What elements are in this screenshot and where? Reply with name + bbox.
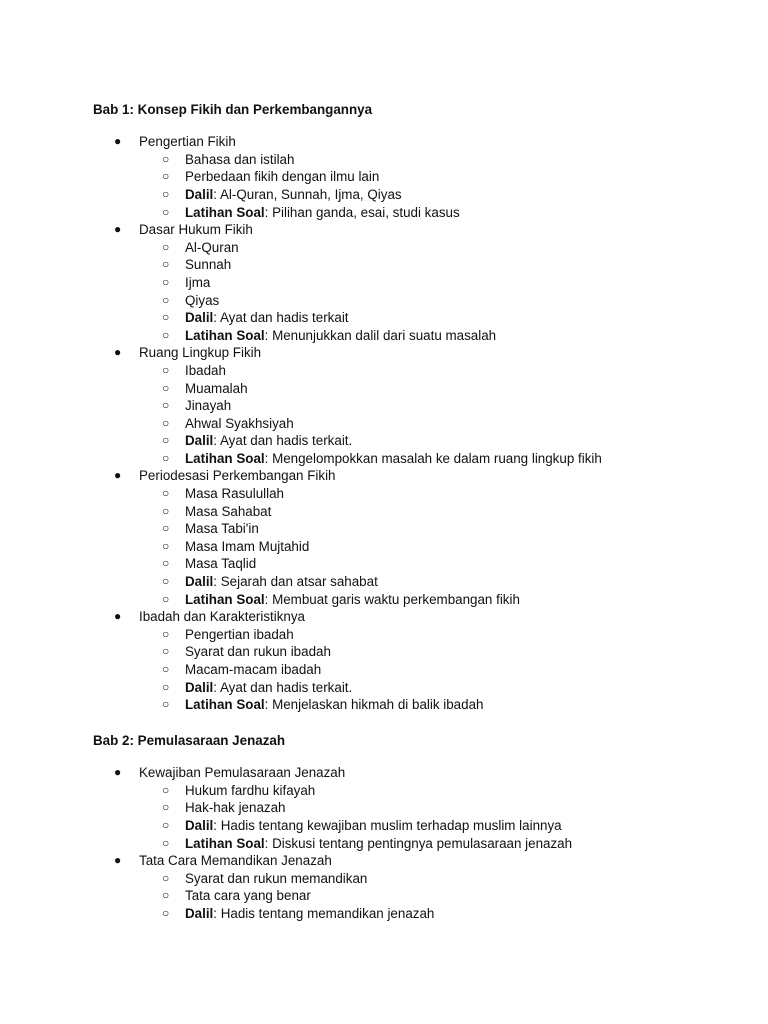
topic-label: Ruang Lingkup Fikih — [139, 345, 262, 361]
topic-label: Ibadah dan Karakteristiknya — [139, 609, 305, 625]
subtopic-text: : Ayat dan hadis terkait — [213, 310, 349, 326]
subtopic-item — [139, 887, 733, 905]
hollow-bullet-icon: ○ — [162, 782, 170, 797]
subtopic-item — [139, 555, 733, 573]
subtopic-item — [139, 520, 733, 538]
subtopic-text: Ijma — [185, 274, 211, 290]
hollow-bullet-icon: ○ — [162, 503, 170, 518]
subtopic-text: Masa Rasulullah — [185, 486, 284, 502]
subtopic-list — [139, 239, 733, 345]
subtopic-text: Al-Quran — [185, 239, 239, 255]
subtopic-text: Sunnah — [185, 257, 232, 273]
subtopic-item — [139, 432, 733, 450]
subtopic-list — [139, 626, 733, 714]
subtopic-bold-label: Latihan Soal — [185, 450, 265, 466]
chapter-2 — [93, 732, 733, 923]
topic-list — [93, 764, 733, 922]
filled-bullet-icon: ● — [114, 134, 122, 149]
subtopic-list — [139, 362, 733, 468]
subtopic-text: : Ayat dan hadis terkait. — [213, 679, 353, 695]
hollow-bullet-icon: ○ — [162, 151, 170, 166]
hollow-bullet-icon: ○ — [162, 239, 170, 254]
subtopic-text: Ibadah — [185, 362, 226, 378]
filled-bullet-icon: ● — [114, 222, 122, 237]
topic-label: Dasar Hukum Fikih — [139, 222, 253, 238]
subtopic-text: : Menjelaskan hikmah di balik ibadah — [264, 697, 484, 713]
subtopic-text: Masa Sahabat — [185, 503, 272, 519]
subtopic-text: Qiyas — [185, 292, 220, 308]
hollow-bullet-icon: ○ — [162, 380, 170, 395]
subtopic-item — [139, 835, 733, 853]
subtopic-bold-label: Latihan Soal — [185, 697, 265, 713]
subtopic-list — [139, 485, 733, 608]
subtopic-item — [139, 397, 733, 415]
subtopic-item — [139, 679, 733, 697]
subtopic-item — [139, 204, 733, 222]
hollow-bullet-icon: ○ — [162, 362, 170, 377]
topic-item — [93, 608, 733, 714]
subtopic-text: : Diskusi tentang pentingnya pemulasaraan jenazah — [264, 835, 573, 851]
hollow-bullet-icon: ○ — [162, 697, 170, 712]
subtopic-item — [139, 168, 733, 186]
subtopic-text: Jinayah — [185, 398, 232, 414]
subtopic-bold-label: Dalil — [185, 310, 214, 326]
subtopic-item — [139, 538, 733, 556]
subtopic-item — [139, 151, 733, 169]
subtopic-item — [139, 380, 733, 398]
topic-item — [93, 344, 733, 467]
hollow-bullet-icon: ○ — [162, 556, 170, 571]
hollow-bullet-icon: ○ — [162, 835, 170, 850]
subtopic-item — [139, 503, 733, 521]
subtopic-text: Masa Imam Mujtahid — [185, 538, 310, 554]
subtopic-text: : Hadis tentang kewajiban muslim terhadap muslim lainnya — [213, 817, 562, 833]
subtopic-item — [139, 415, 733, 433]
subtopic-text: : Al-Quran, Sunnah, Ijma, Qiyas — [213, 186, 402, 202]
hollow-bullet-icon: ○ — [162, 800, 170, 815]
subtopic-item — [139, 309, 733, 327]
topic-item — [93, 467, 733, 608]
subtopic-text: Syarat dan rukun ibadah — [185, 644, 331, 660]
hollow-bullet-icon: ○ — [162, 538, 170, 553]
hollow-bullet-icon: ○ — [162, 574, 170, 589]
subtopic-item — [139, 256, 733, 274]
subtopic-text: Pengertian ibadah — [185, 626, 294, 642]
subtopic-item — [139, 696, 733, 714]
subtopic-text: : Hadis tentang memandikan jenazah — [213, 905, 435, 921]
subtopic-text: Perbedaan fikih dengan ilmu lain — [185, 169, 380, 185]
topic-list — [93, 133, 733, 714]
chapter-1 — [93, 101, 733, 714]
subtopic-item — [139, 661, 733, 679]
subtopic-item — [139, 186, 733, 204]
hollow-bullet-icon: ○ — [162, 591, 170, 606]
subtopic-item — [139, 239, 733, 257]
subtopic-text: : Sejarah dan atsar sahabat — [213, 574, 378, 590]
hollow-bullet-icon: ○ — [162, 292, 170, 307]
subtopic-item — [139, 870, 733, 888]
subtopic-item — [139, 782, 733, 800]
hollow-bullet-icon: ○ — [162, 327, 170, 342]
chapter-title: Bab 2: Pemulasaraan Jenazah — [93, 733, 286, 748]
subtopic-bold-label: Dalil — [185, 679, 214, 695]
subtopic-text: Hukum fardhu kifayah — [185, 782, 316, 798]
subtopic-item — [139, 327, 733, 345]
topic-label: Kewajiban Pemulasaraan Jenazah — [139, 765, 346, 781]
hollow-bullet-icon: ○ — [162, 450, 170, 465]
subtopic-item — [139, 643, 733, 661]
subtopic-bold-label: Latihan Soal — [185, 327, 265, 343]
hollow-bullet-icon: ○ — [162, 274, 170, 289]
subtopic-bold-label: Latihan Soal — [185, 204, 265, 220]
subtopic-list — [139, 151, 733, 221]
subtopic-text: : Mengelompokkan masalah ke dalam ruang lingkup fikih — [264, 450, 602, 466]
subtopic-bold-label: Latihan Soal — [185, 835, 265, 851]
subtopic-item — [139, 626, 733, 644]
subtopic-bold-label: Dalil — [185, 905, 214, 921]
hollow-bullet-icon: ○ — [162, 644, 170, 659]
hollow-bullet-icon: ○ — [162, 186, 170, 201]
subtopic-bold-label: Latihan Soal — [185, 591, 265, 607]
subtopic-bold-label: Dalil — [185, 817, 214, 833]
topic-label: Tata Cara Memandikan Jenazah — [139, 853, 332, 869]
hollow-bullet-icon: ○ — [162, 415, 170, 430]
filled-bullet-icon: ● — [114, 765, 122, 780]
hollow-bullet-icon: ○ — [162, 257, 170, 272]
hollow-bullet-icon: ○ — [162, 169, 170, 184]
subtopic-text: : Pilihan ganda, esai, studi kasus — [264, 204, 460, 220]
hollow-bullet-icon: ○ — [162, 398, 170, 413]
subtopic-text: : Ayat dan hadis terkait. — [213, 433, 353, 449]
hollow-bullet-icon: ○ — [162, 870, 170, 885]
hollow-bullet-icon: ○ — [162, 905, 170, 920]
hollow-bullet-icon: ○ — [162, 888, 170, 903]
subtopic-text: Muamalah — [185, 380, 248, 396]
subtopic-bold-label: Dalil — [185, 186, 214, 202]
subtopic-item — [139, 450, 733, 468]
topic-item — [93, 221, 733, 344]
filled-bullet-icon: ● — [114, 468, 122, 483]
hollow-bullet-icon: ○ — [162, 817, 170, 832]
subtopic-text: Bahasa dan istilah — [185, 151, 295, 167]
subtopic-item — [139, 905, 733, 923]
hollow-bullet-icon: ○ — [162, 521, 170, 536]
subtopic-item — [139, 573, 733, 591]
subtopic-item — [139, 799, 733, 817]
subtopic-text: Tata cara yang benar — [185, 888, 311, 904]
subtopic-item — [139, 817, 733, 835]
subtopic-text: Syarat dan rukun memandikan — [185, 870, 368, 886]
subtopic-text: Ahwal Syakhsiyah — [185, 415, 294, 431]
topic-item — [93, 852, 733, 922]
subtopic-bold-label: Dalil — [185, 433, 214, 449]
hollow-bullet-icon: ○ — [162, 204, 170, 219]
subtopic-list — [139, 870, 733, 923]
hollow-bullet-icon: ○ — [162, 433, 170, 448]
subtopic-text: Masa Taqlid — [185, 556, 257, 572]
subtopic-bold-label: Dalil — [185, 574, 214, 590]
subtopic-item — [139, 485, 733, 503]
subtopic-text: : Membuat garis waktu perkembangan fikih — [264, 591, 520, 607]
hollow-bullet-icon: ○ — [162, 310, 170, 325]
hollow-bullet-icon: ○ — [162, 662, 170, 676]
topic-item — [93, 764, 733, 852]
hollow-bullet-icon: ○ — [162, 679, 170, 694]
topic-label: Pengertian Fikih — [139, 134, 236, 150]
subtopic-text: Macam-macam ibadah — [185, 662, 322, 677]
subtopic-item — [139, 274, 733, 292]
hollow-bullet-icon: ○ — [162, 626, 170, 641]
subtopic-text: Hak-hak jenazah — [185, 800, 286, 816]
topic-item — [93, 133, 733, 221]
subtopic-list — [139, 782, 733, 852]
filled-bullet-icon: ● — [114, 345, 122, 360]
filled-bullet-icon: ● — [114, 853, 122, 868]
chapter-title: Bab 1: Konsep Fikih dan Perkembangannya — [93, 102, 373, 117]
subtopic-item — [139, 362, 733, 380]
subtopic-item — [139, 591, 733, 609]
filled-bullet-icon: ● — [114, 609, 122, 624]
subtopic-text: Masa Tabi'in — [185, 521, 259, 537]
subtopic-item — [139, 292, 733, 310]
subtopic-text: : Menunjukkan dalil dari suatu masalah — [264, 327, 497, 343]
topic-label: Periodesasi Perkembangan Fikih — [139, 468, 336, 484]
hollow-bullet-icon: ○ — [162, 486, 170, 501]
